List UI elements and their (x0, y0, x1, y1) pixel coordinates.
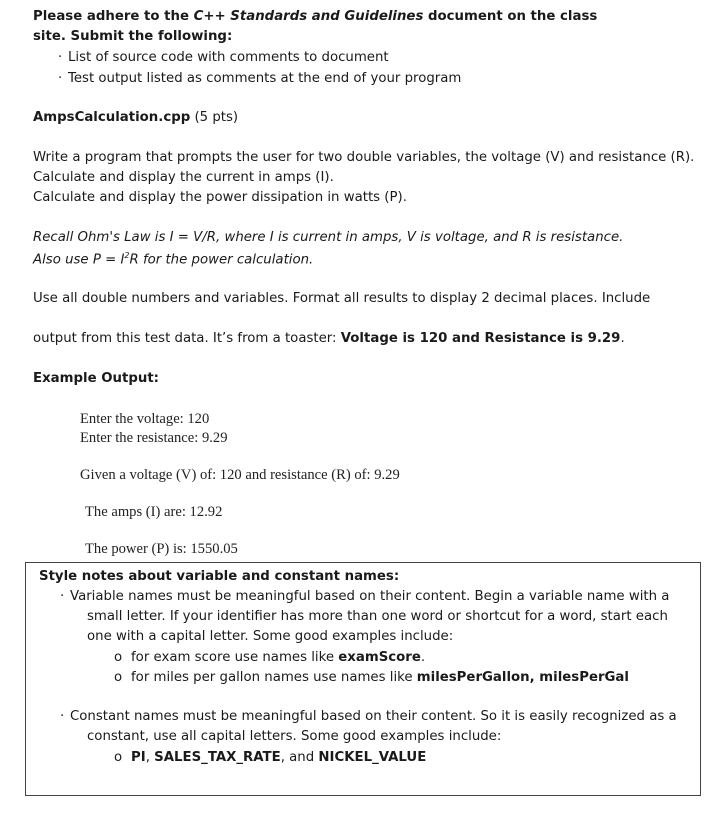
power-formula-line (33, 251, 313, 267)
style-note-text: one with a capital letter. Some good examples include: (87, 629, 454, 644)
example-output-line: Enter the voltage: 120 (80, 411, 210, 427)
instruction-line: Calculate and display the current in amps (I). (33, 170, 334, 185)
example-item-pre: for exam score use names like (131, 650, 339, 665)
example-item (114, 750, 426, 765)
example-item (114, 670, 629, 685)
submit-item-label: Test output listed as comments at the end of your program (68, 71, 462, 86)
intro-line-1-post: document on the class (423, 9, 598, 24)
format-line-2-post: . (620, 331, 625, 346)
example-output-line: Enter the resistance: 9.29 (80, 430, 228, 446)
style-note-text: constant, use all capital letters. Some good examples include: (87, 729, 502, 744)
guidelines-title: C++ Standards and Guidelines (193, 9, 424, 24)
separator: , and (280, 750, 319, 765)
bullet-glyph: · (60, 589, 65, 604)
example-item (114, 650, 425, 665)
bullet-glyph: · (58, 71, 63, 86)
style-note-item (60, 589, 669, 604)
intro-line-2: site. Submit the following: (33, 29, 233, 44)
style-note-text: Variable names must be meaningful based on their content. Begin a variable name with a (70, 589, 670, 604)
circle-bullet-glyph: o (114, 650, 123, 665)
example-output-line: The amps (I) are: 12.92 (85, 504, 223, 520)
example-constant: SALES_TAX_RATE (154, 750, 281, 765)
example-output-line: Given a voltage (V) of: 120 and resistance (R) of: 9.29 (80, 467, 400, 483)
submit-item (58, 71, 461, 86)
format-line-2 (33, 331, 625, 346)
example-output-line: The power (P) is: 1550.05 (85, 541, 238, 557)
circle-bullet-glyph: o (114, 750, 123, 765)
example-identifier: milesPerGallon, milesPerGal (416, 670, 629, 685)
example-identifier: examScore (338, 650, 421, 665)
separator: , (145, 750, 155, 765)
bullet-glyph: · (60, 709, 65, 724)
test-data: Voltage is 120 and Resistance is 9.29 (340, 331, 621, 346)
submit-item-label: List of source code with comments to document (68, 50, 389, 65)
format-line-2-pre: output from this test data. It’s from a toaster: (33, 331, 341, 346)
example-item-pre: for miles per gallon names use names like (131, 670, 417, 685)
style-notes-heading: Style notes about variable and constant names: (39, 569, 400, 584)
format-line-1: Use all double numbers and variables. Format all results to display 2 decimal places. Include (33, 291, 651, 306)
intro-line-1 (33, 9, 597, 24)
example-heading: Example Output: (33, 371, 159, 386)
style-note-item (60, 709, 677, 724)
example-constant: PI (131, 750, 146, 765)
power-formula-exponent: 2 (124, 251, 130, 260)
instruction-line: Write a program that prompts the user for two double variables, the voltage (V) and resistance (R). (33, 150, 695, 165)
example-item-post: . (420, 650, 426, 665)
style-note-text: Constant names must be meaningful based on their content. So it is easily recognized as a (70, 709, 677, 724)
instruction-line: Calculate and display the power dissipation in watts (P). (33, 190, 407, 205)
style-note-text: small letter. If your identifier has more than one word or shortcut for a word, start each (87, 609, 668, 624)
example-constant: NICKEL_VALUE (318, 750, 427, 765)
power-formula-pre: Also use P = I (33, 252, 125, 268)
circle-bullet-glyph: o (114, 670, 123, 685)
bullet-glyph: · (58, 50, 63, 65)
assignment-title (33, 110, 238, 125)
power-formula-post: R for the power calculation. (129, 252, 314, 268)
intro-line-1-pre: Please adhere to the (33, 9, 194, 24)
assignment-filename: AmpsCalculation.cpp (33, 110, 191, 125)
ohms-law-line: Recall Ohm's Law is I = V/R, where I is current in amps, V is voltage, and R is resistance. (33, 230, 624, 245)
assignment-points: (5 pts) (190, 110, 239, 125)
submit-item (58, 50, 389, 65)
